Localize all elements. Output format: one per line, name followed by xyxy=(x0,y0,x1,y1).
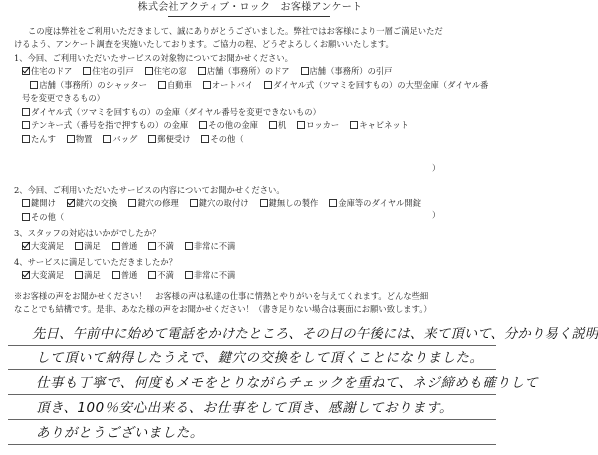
checkbox[interactable] xyxy=(301,67,309,75)
checkbox[interactable] xyxy=(158,81,166,89)
checkbox[interactable] xyxy=(148,135,156,143)
option-chest[interactable]: たんす xyxy=(22,134,56,144)
checkbox[interactable] xyxy=(75,271,83,279)
option-satisfied[interactable]: 満足 xyxy=(67,241,101,251)
question-2 xyxy=(14,184,492,224)
checkbox[interactable] xyxy=(75,242,83,250)
option-other[interactable]: その他（ xyxy=(22,212,64,222)
option-cabinet[interactable]: キャビネット xyxy=(342,120,409,130)
checkbox[interactable] xyxy=(148,242,156,250)
checkbox[interactable] xyxy=(22,67,30,75)
checkbox[interactable] xyxy=(185,242,193,250)
option-dissatisfied[interactable]: 不満 xyxy=(140,270,174,280)
checkbox[interactable] xyxy=(22,242,30,250)
checkbox[interactable] xyxy=(350,121,358,129)
other-close-paren: ） xyxy=(432,210,441,220)
option-bag[interactable]: バッグ xyxy=(95,134,137,144)
checkbox[interactable] xyxy=(22,213,30,221)
option-house-door[interactable]: 住宅のドア xyxy=(22,66,72,76)
checkbox[interactable] xyxy=(264,81,272,89)
checkbox[interactable] xyxy=(112,271,120,279)
checkbox[interactable] xyxy=(112,242,120,250)
checkbox[interactable] xyxy=(185,271,193,279)
question-3-text: 3、スタッフの対応はいかがでしたか？ xyxy=(14,228,161,238)
checkbox[interactable] xyxy=(22,121,30,129)
option-storage[interactable]: 物置 xyxy=(59,134,93,144)
checkbox[interactable] xyxy=(260,199,268,207)
option-shop-sliding-door[interactable]: 店舗（事務所）の引戸 xyxy=(292,66,392,76)
voice-heading: ※お客様の声をお聞かせください！ xyxy=(14,291,147,301)
checkbox[interactable] xyxy=(198,67,206,75)
option-house-window[interactable]: 住宅の窓 xyxy=(136,66,187,76)
checkbox[interactable] xyxy=(103,135,111,143)
handwritten-line: ありがとうございました。 xyxy=(36,426,204,441)
question-4-options xyxy=(22,269,492,283)
question-1-text: 1、今回、ご利用いただいたサービスの対象物についてお聞かせください。 xyxy=(14,53,293,63)
option-locker[interactable]: ロッカー xyxy=(289,120,339,130)
option-other-safe[interactable]: その他の金庫 xyxy=(191,120,258,130)
ruled-line xyxy=(8,419,496,420)
checkbox[interactable] xyxy=(83,67,91,75)
option-mailbox[interactable]: 郵便受け xyxy=(140,134,191,144)
option-very-dissatisfied[interactable]: 非常に不満 xyxy=(177,241,236,251)
survey-intro xyxy=(14,25,492,51)
option-satisfied[interactable]: 満足 xyxy=(67,270,101,280)
checkbox[interactable] xyxy=(148,271,156,279)
checkbox[interactable] xyxy=(199,121,207,129)
option-motorcycle[interactable]: オートバイ xyxy=(195,80,254,90)
option-dial-safe[interactable]: ダイヤル式（ツマミを回すもの）の金庫（ダイヤル番号を変更できないもの） xyxy=(31,106,321,117)
ruled-line xyxy=(8,444,496,445)
intro-line: この度は弊社をご利用いただきまして、誠にありがとうございました。弊社ではお客様により一層ご満足いただ xyxy=(28,26,443,36)
survey-title: 株式会社アクティブ・ロック お客様アンケート xyxy=(137,2,363,13)
other-close-paren: ） xyxy=(432,163,441,173)
checkbox[interactable] xyxy=(145,67,153,75)
option-cylinder-install[interactable]: 鍵穴の取付け xyxy=(181,198,248,208)
option-house-sliding-door[interactable]: 住宅の引戸 xyxy=(75,66,134,76)
ruled-line xyxy=(8,345,496,346)
checkbox[interactable] xyxy=(67,135,75,143)
question-1-options xyxy=(22,65,492,147)
option-car[interactable]: 自動車 xyxy=(150,80,192,90)
option-shop-shutter[interactable]: 店舗（事務所）のシャッター xyxy=(22,80,147,90)
question-4-text: 4、サービスに満足していただきましたか？ xyxy=(14,257,177,267)
checkbox[interactable] xyxy=(22,199,30,207)
option-unlock[interactable]: 鍵開け xyxy=(22,198,56,208)
question-1 xyxy=(14,52,492,173)
option-normal[interactable]: 普通 xyxy=(103,241,137,251)
checkbox[interactable] xyxy=(190,199,198,207)
ruled-line xyxy=(8,394,496,395)
option-very-satisfied[interactable]: 大変満足 xyxy=(22,241,64,251)
option-very-satisfied[interactable]: 大変満足 xyxy=(22,270,64,280)
checkbox[interactable] xyxy=(297,121,305,129)
option-cylinder-replace[interactable]: 鍵穴の交換 xyxy=(59,198,118,208)
option-very-dissatisfied[interactable]: 非常に不満 xyxy=(177,270,236,280)
title-underline xyxy=(168,16,330,17)
option-cylinder-repair[interactable]: 鍵穴の修理 xyxy=(120,198,179,208)
option-dissatisfied[interactable]: 不満 xyxy=(140,241,174,251)
voice-line: ※お客様の声をお聞かせください！ お客様の声は私達の仕事に情熱とやりがいを与えてくれます。どんな些細 xyxy=(14,291,429,301)
option-normal[interactable]: 普通 xyxy=(103,270,137,280)
intro-line: けるよう、アンケート調査を実施いたしております。ご協力の程、どうぞよろしくお願いいたします。 xyxy=(14,39,394,49)
checkbox[interactable] xyxy=(67,199,75,207)
question-3-options xyxy=(22,240,492,254)
checkbox[interactable] xyxy=(30,81,38,89)
handwritten-line: して頂いて納得したうえで、鍵穴の交換をして頂くことになりました。 xyxy=(36,351,484,366)
question-2-options xyxy=(22,197,492,224)
question-4 xyxy=(14,256,492,283)
checkbox[interactable] xyxy=(128,199,136,207)
ruled-line xyxy=(8,369,496,370)
option-other[interactable]: その他（ xyxy=(193,134,244,144)
checkbox[interactable] xyxy=(22,135,30,143)
option-large-dial-safe[interactable]: ダイヤル式（ツマミを回すもの）の大型金庫（ダイヤル番号を変更できるもの） xyxy=(22,79,489,104)
handwritten-line: 仕事も丁寧で、何度もメモをとりながらチェックを重ねて、ネジ締めも確りして xyxy=(36,376,539,391)
checkbox[interactable] xyxy=(22,271,30,279)
option-tenkey-safe[interactable]: テンキー式（番号を指で押すもの）の金庫 xyxy=(22,120,188,130)
question-2-text: 2、今回、ご利用いただいたサービスの内容についてお聞かせください。 xyxy=(14,185,285,195)
option-desk[interactable]: 机 xyxy=(261,120,287,130)
checkbox[interactable] xyxy=(329,199,337,207)
checkbox[interactable] xyxy=(203,81,211,89)
checkbox[interactable] xyxy=(269,121,277,129)
voice-line: なことでも結構です。是非、あなた様の声をお聞かせください！（書き足りない場合は裏面にお願い致します。） xyxy=(14,303,432,314)
checkbox[interactable] xyxy=(22,108,30,116)
option-shop-door[interactable]: 店舗（事務所）のドア xyxy=(190,66,290,76)
handwritten-line: 頂き、100％安心出来る、お仕事をして頂き、感謝しております。 xyxy=(36,401,453,416)
checkbox[interactable] xyxy=(201,135,209,143)
option-keyless-making[interactable]: 鍵無しの製作 xyxy=(251,198,318,208)
customer-voice-section xyxy=(14,290,494,315)
option-safe-dial-open[interactable]: 金庫等のダイヤル開錠 xyxy=(321,198,421,208)
handwritten-line: 先日、午前中に始めて電話をかけたところ、その日の午後には、来て頂いて、分かり易く説明 xyxy=(32,327,598,342)
question-3 xyxy=(14,227,492,254)
